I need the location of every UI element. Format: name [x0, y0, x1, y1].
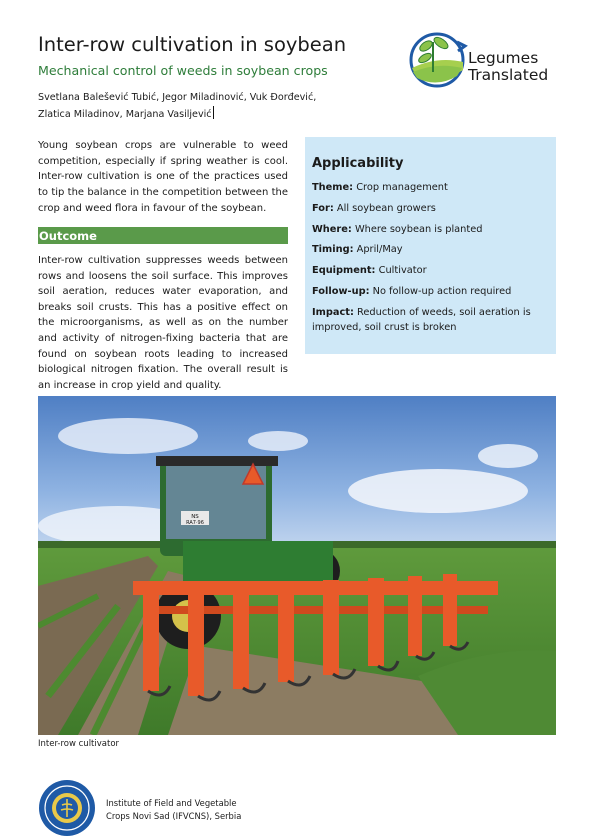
applicability-row-theme — [312, 180, 550, 195]
row-value: Crop management — [356, 182, 448, 193]
authors-line-2-text: Zlatica Miladinov, Marjana Vasiljević — [38, 109, 212, 120]
applicability-box — [305, 137, 556, 354]
document-subtitle: Mechanical control of weeds in soybean crops — [38, 63, 328, 78]
outcome-heading-bar — [38, 227, 288, 244]
row-label: Follow-up: — [312, 285, 370, 297]
cultivator-photo — [38, 396, 556, 735]
logo-wordmark — [468, 50, 548, 84]
outcome-heading: Outcome — [39, 229, 97, 243]
applicability-row-where — [312, 222, 550, 237]
row-value: No follow-up action required — [372, 285, 512, 297]
row-label: Timing: — [312, 244, 354, 256]
applicability-row-impact — [312, 305, 550, 335]
row-value: All soybean growers — [336, 202, 436, 214]
applicability-heading: Applicability — [312, 156, 404, 171]
authors-line-1: Svetlana Balešević Tubić, Jegor Miladinović, Vuk Đorđević, — [38, 92, 317, 103]
logo-word-1: Legumes — [468, 49, 539, 67]
photo-caption: Inter-row cultivator — [38, 739, 120, 749]
row-value: Reduction of weeds, soil aeration is improved, soil crust is broken — [312, 306, 531, 333]
intro-paragraph: Young soybean crops are vulnerable to weed competition, especially if spring weather is cool. Inter-row cultivation is one of the practices used to tip the balance in the competition between the crop and weed flora in favour of the soybean. — [38, 140, 288, 214]
row-label: Impact: — [312, 306, 354, 318]
institute-seal-icon — [38, 779, 96, 837]
row-value: Cultivator — [378, 265, 427, 277]
applicability-row-for — [312, 201, 550, 216]
institute-line-1: Institute of Field and Vegetable — [106, 798, 237, 808]
license-plate: NS — [191, 514, 199, 520]
outcome-paragraph: Inter-row cultivation suppresses weeds between rows and loosens the soil surface. This improves soil aeration, reduces water evaporation, and breaks soil crusts. This has a positive effect on the microorganisms, as well as on the number and activity of nitrogen-fixing bacteria that are found on soybean roots leading to increased biological nitrogen fixation. The overall result is an increase in crop yield and quality. — [38, 255, 288, 391]
text-cursor — [213, 106, 214, 119]
license-plate-number: RA7·96 — [186, 520, 204, 526]
row-label: Theme: — [312, 182, 354, 193]
row-label: Where: — [312, 223, 352, 235]
applicability-row-equipment — [312, 263, 550, 278]
applicability-row-timing — [312, 242, 550, 257]
author-list — [38, 90, 368, 123]
document-title: Inter-row cultivation in soybean — [38, 33, 347, 56]
row-label: For: — [312, 202, 334, 214]
row-value: April/May — [356, 244, 403, 256]
applicability-list — [312, 180, 550, 341]
institute-line-2: Crops Novi Sad (IFVCNS), Serbia — [106, 811, 242, 821]
row-label: Equipment: — [312, 265, 376, 277]
row-value: Where soybean is planted — [354, 223, 483, 235]
applicability-row-follow-up — [312, 284, 550, 299]
authors-line-2 — [38, 106, 368, 123]
logo-word-2: Translated — [468, 66, 549, 84]
institute-name — [106, 797, 241, 823]
